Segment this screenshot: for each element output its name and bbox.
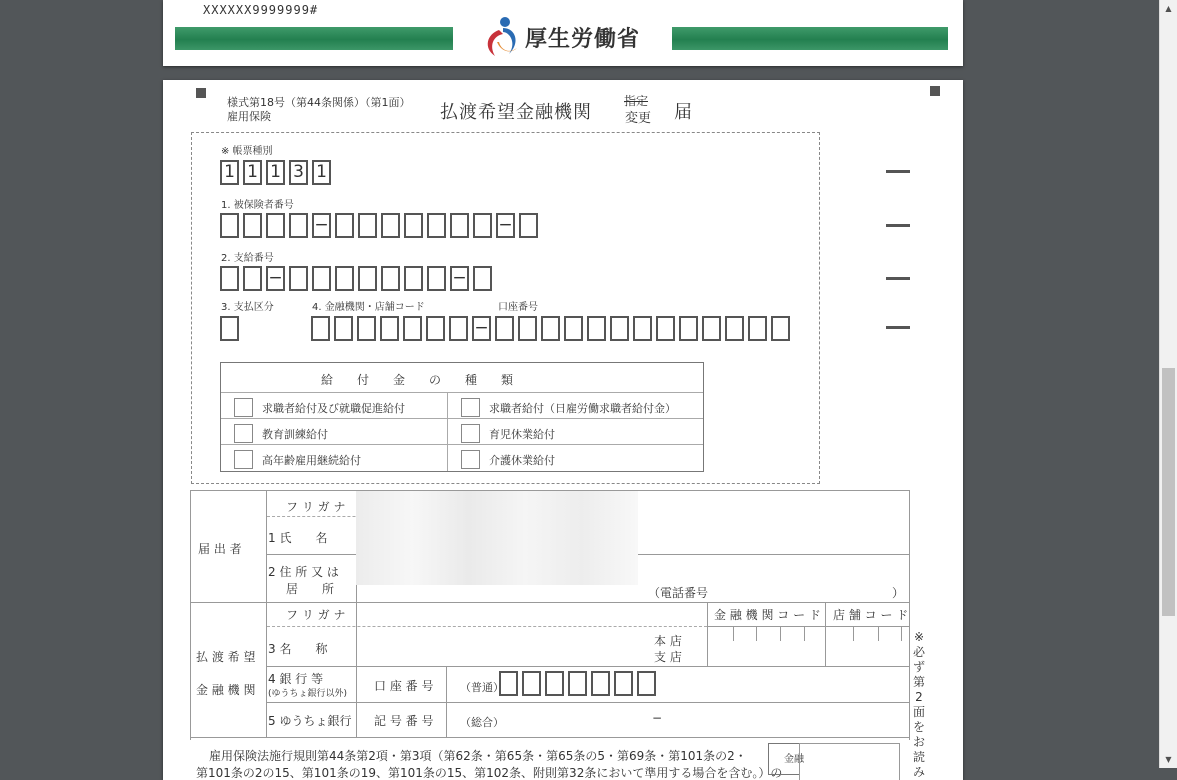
digit-box[interactable]: [495, 316, 514, 341]
bank-branch-code-label: 4. 金融機関・店舗コード: [312, 302, 425, 313]
digit-box[interactable]: [403, 316, 422, 341]
digit-box[interactable]: [381, 266, 400, 291]
green-band-right: [672, 27, 948, 50]
grid-line: [267, 626, 707, 627]
digit-box[interactable]: [289, 266, 308, 291]
digit-box[interactable]: [725, 316, 744, 341]
table-divider: [447, 392, 448, 471]
footer-text-line-2: 第101条の2の15、第101条の19、第101条の15、第102条、附則第32条において準用する場合を含む。）の: [196, 766, 783, 780]
margin-dash: [886, 277, 910, 280]
document-page-2: [163, 80, 963, 780]
applicant-label: 届 出 者: [198, 542, 242, 556]
digit-box[interactable]: 1: [243, 160, 262, 185]
phone-close: ）: [892, 586, 905, 600]
code-tick: [878, 627, 879, 641]
digit-box[interactable]: [404, 213, 423, 238]
benefit-label: 高年齢雇用継続給付: [262, 454, 361, 467]
digit-box[interactable]: 1: [266, 160, 285, 185]
code-tick: [780, 627, 781, 641]
digit-box[interactable]: [656, 316, 675, 341]
name-label: 1 氏 名: [268, 531, 328, 545]
ministry-name: 厚生労働省: [525, 27, 641, 52]
margin-dash: [886, 170, 910, 173]
grid-line: [267, 702, 910, 703]
notice-label: 届: [674, 102, 693, 123]
side-note: ※必ず第2面をお読み: [912, 630, 925, 779]
bank-section-label-2: 金 融 機 関: [196, 683, 256, 697]
benefit-checkbox[interactable]: [234, 450, 253, 469]
digit-box[interactable]: [220, 266, 239, 291]
digit-box[interactable]: [519, 213, 538, 238]
digit-box[interactable]: [614, 671, 633, 696]
change-label: 変更: [625, 111, 652, 126]
benefit-label: 介護休業給付: [489, 454, 555, 467]
ministry-logo-icon: [481, 14, 523, 60]
digit-box[interactable]: −: [266, 266, 285, 291]
grid-line: [446, 666, 447, 737]
vertical-scrollbar[interactable]: [1159, 0, 1177, 768]
bank-code-label: 金 融 機 関 コ ー ド: [714, 608, 821, 622]
digit-box[interactable]: [334, 316, 353, 341]
benefit-checkbox[interactable]: [461, 450, 480, 469]
address-label-2: 居 所: [286, 582, 335, 596]
digit-box[interactable]: [587, 316, 606, 341]
code-tick: [733, 627, 734, 641]
digit-box[interactable]: [358, 213, 377, 238]
grid-line: [267, 666, 910, 667]
digit-box[interactable]: [220, 213, 239, 238]
digit-box[interactable]: [427, 266, 446, 291]
digit-box[interactable]: [499, 671, 518, 696]
form-id-code: XXXXXX9999999#: [203, 3, 319, 17]
benefit-label: 育児休業給付: [489, 428, 555, 441]
digit-box[interactable]: 3: [289, 160, 308, 185]
footer-text-line-1: 雇用保険法施行規則第44条第2項・第3項（第62条・第65条・第65条の5・第69条・第101条の2・: [209, 749, 747, 763]
symbol-number-label: 記 号 番 号: [374, 714, 434, 728]
general-account-label: （総合）: [460, 716, 504, 729]
grid-line: [707, 602, 708, 667]
digit-box[interactable]: [610, 316, 629, 341]
benefit-label: 教育訓練給付: [262, 428, 328, 441]
digit-box[interactable]: [426, 316, 445, 341]
insurance-type: 雇用保険: [227, 110, 271, 123]
margin-dash: [886, 326, 910, 329]
address-label: 2 住 所 又 は: [268, 565, 339, 579]
digit-box[interactable]: [568, 671, 587, 696]
digit-box[interactable]: 1: [220, 160, 239, 185]
grid-line: [707, 626, 910, 627]
table-divider: [221, 418, 703, 419]
yucho-label: 5 ゆうちょ銀行: [268, 714, 352, 728]
digit-box[interactable]: [637, 671, 656, 696]
code-tick: [756, 627, 757, 641]
digit-box[interactable]: [335, 213, 354, 238]
struck-designation: 指定: [624, 94, 649, 108]
digit-box[interactable]: [289, 213, 308, 238]
digit-box[interactable]: [541, 316, 560, 341]
digit-box[interactable]: [404, 266, 423, 291]
phone-label: （電話番号: [648, 586, 709, 600]
digit-box[interactable]: [702, 316, 721, 341]
digit-box[interactable]: [266, 213, 285, 238]
scroll-thumb[interactable]: [1162, 368, 1175, 616]
digit-box[interactable]: 1: [312, 160, 331, 185]
benefit-checkbox[interactable]: [461, 424, 480, 443]
payment-number-label: 2. 支給番号: [221, 253, 274, 264]
digit-box[interactable]: [358, 266, 377, 291]
code-tick: [901, 627, 902, 641]
table-divider: [221, 392, 703, 393]
digit-box[interactable]: [335, 266, 354, 291]
grid-line: [190, 490, 191, 740]
digit-box[interactable]: [564, 316, 583, 341]
green-band-left: [175, 27, 453, 50]
redacted-address-area: [356, 538, 638, 585]
bank-type-label: 4 銀 行 等: [268, 672, 324, 686]
bank-name-label: 3 名 称: [268, 642, 328, 656]
furigana-label: フ リ ガ ナ: [286, 500, 346, 514]
document-page-1: [163, 0, 963, 66]
digit-box[interactable]: −: [472, 316, 491, 341]
insured-number-label: 1. 被保険者番号: [221, 200, 294, 211]
digit-box[interactable]: [473, 266, 492, 291]
digit-box[interactable]: [311, 316, 330, 341]
margin-dash: [886, 224, 910, 227]
registration-mark: [930, 86, 940, 96]
digit-box[interactable]: [380, 316, 399, 341]
grid-line: [266, 490, 267, 737]
benefit-checkbox[interactable]: [461, 398, 480, 417]
seal-field[interactable]: [799, 743, 900, 780]
digit-box[interactable]: [748, 316, 767, 341]
benefit-table-header: 給 付 金 の 種 類: [321, 373, 514, 387]
code-tick: [853, 627, 854, 641]
digit-box[interactable]: [381, 213, 400, 238]
scroll-up-icon[interactable]: ▲: [1165, 4, 1172, 13]
bank-section-label: 払 渡 希 望: [196, 650, 256, 664]
digit-box[interactable]: [545, 671, 564, 696]
payment-category-label: 3. 支払区分: [221, 302, 274, 313]
benefit-label: 求職者給付及び就職促進給付: [262, 402, 405, 415]
digit-box[interactable]: [591, 671, 610, 696]
account-number-label: 口座番号: [498, 302, 538, 313]
table-divider: [221, 444, 703, 445]
digit-box[interactable]: [220, 316, 239, 341]
grid-line: [190, 737, 910, 738]
digit-box[interactable]: [243, 266, 262, 291]
branch-code-label: 店 舗 コ ー ド: [833, 608, 909, 622]
digit-box[interactable]: [633, 316, 652, 341]
digit-box[interactable]: [427, 213, 446, 238]
scroll-down-icon[interactable]: ▼: [1165, 755, 1172, 764]
code-tick: [804, 627, 805, 641]
digit-box[interactable]: [449, 316, 468, 341]
yucho-hyphen: −: [652, 711, 663, 725]
branch-office-label: 支 店: [654, 650, 682, 664]
digit-box[interactable]: −: [496, 213, 515, 238]
account-no-label: 口 座 番 号: [374, 679, 434, 693]
digit-box[interactable]: [522, 671, 541, 696]
benefit-checkbox[interactable]: [234, 424, 253, 443]
grid-line: [190, 602, 910, 603]
digit-box[interactable]: [771, 316, 790, 341]
registration-mark: [196, 88, 206, 98]
stamp-label: 金融: [784, 754, 804, 765]
bank-type-sublabel: (ゆうちょ銀行以外): [268, 689, 348, 699]
benefit-type-table: [220, 362, 704, 472]
digit-box[interactable]: [450, 213, 469, 238]
benefit-label: 求職者給付（日雇労働求職者給付金）: [489, 402, 676, 415]
digit-box[interactable]: [679, 316, 698, 341]
form-title: 払渡希望金融機関: [440, 102, 592, 123]
digit-box[interactable]: [518, 316, 537, 341]
form-number: 様式第18号（第44条関係）（第1面）: [227, 96, 411, 109]
digit-box[interactable]: −: [312, 213, 331, 238]
ordinary-account-label: （普通）: [460, 681, 504, 694]
grid-line: [825, 602, 826, 667]
furigana-label: フ リ ガ ナ: [286, 608, 346, 622]
digit-box[interactable]: [473, 213, 492, 238]
digit-box[interactable]: [243, 213, 262, 238]
digit-box[interactable]: [312, 266, 331, 291]
benefit-checkbox[interactable]: [234, 398, 253, 417]
head-office-label: 本 店: [654, 634, 682, 648]
chohyo-label: ※ 帳票種別: [221, 146, 273, 157]
digit-box[interactable]: [357, 316, 376, 341]
digit-box[interactable]: −: [450, 266, 469, 291]
